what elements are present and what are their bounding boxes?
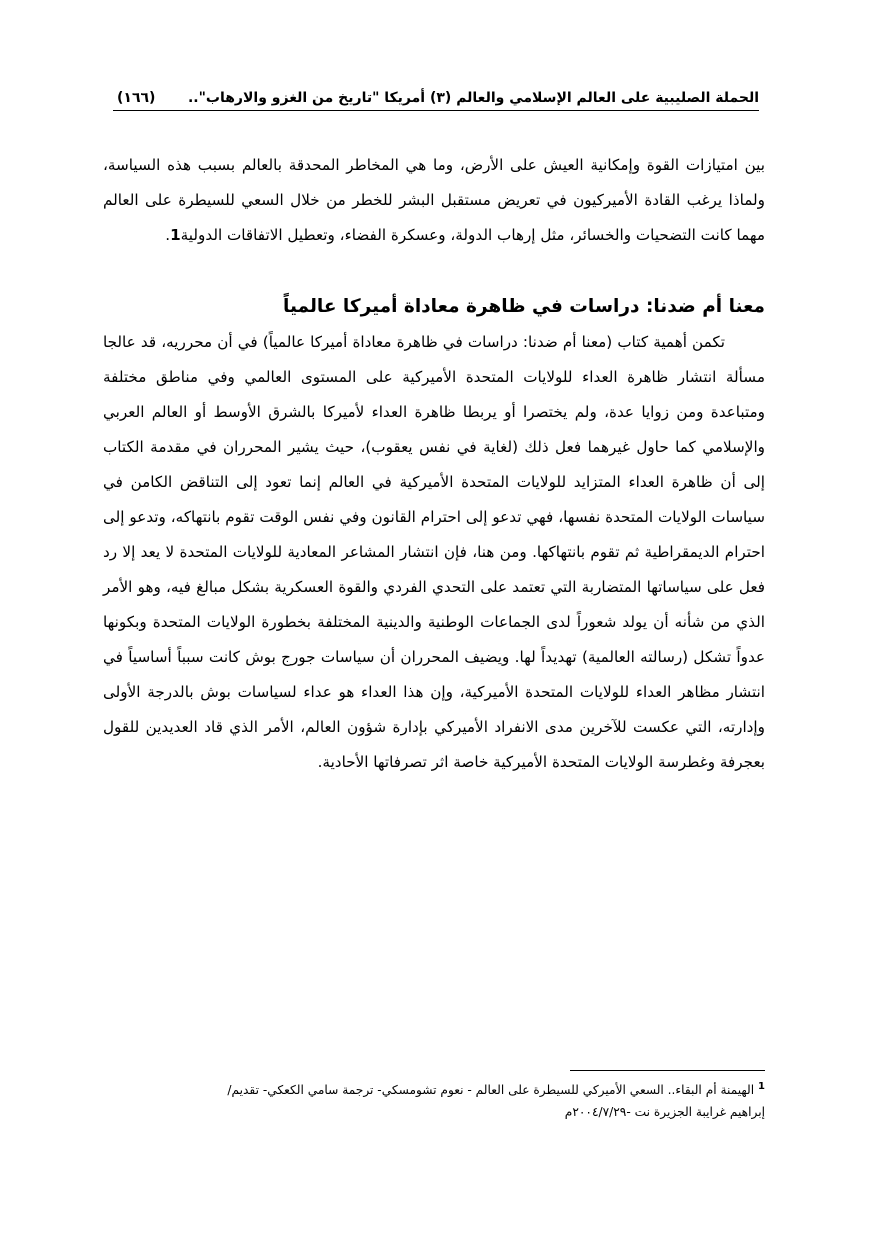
footnote-text-1: الهيمنة أم البقاء.. السعي الأميركي للسيطرة على العالم - نعوم تشومسكي- ترجمة سامي الكعكي- تقديم/ <box>227 1083 755 1098</box>
section-heading: معنا أم ضدنا: دراسات في ظاهرة معاداة أميركا عالمياً <box>283 296 765 317</box>
intro-period: . <box>165 226 171 244</box>
footnote-line-1 <box>103 1076 765 1101</box>
page-number: (١٦٦) <box>117 90 156 106</box>
footnote-divider <box>570 1070 765 1071</box>
header-title: الحملة الصليبية على العالم الإسلامي والعالم (٣) أمريكا "تاريخ من الغزو والارهاب".. <box>187 90 759 106</box>
body-text <box>103 148 765 780</box>
running-header <box>113 90 759 111</box>
intro-text: بين امتيازات القوة وإمكانية العيش على الأرض، وما هي المخاطر المحدقة بالعالم بسبب هذه السياسة، ولماذا يرغب القادة الأميركيون في تعريض مستقبل البشر للخطر من خلال السعي للسيطرة على العالم مهما كانت التضحيات والخسائر، مثل إرهاب الدولة، وعسكرة الفضاء، وتعطيل الاتفاقات الدولية <box>103 156 765 244</box>
intro-paragraph <box>103 148 765 253</box>
footnote-line-2: إبراهيم غرايبة الجزيرة نت -٢٠٠٤/٧/٢٩م <box>564 1105 765 1120</box>
footnote-marker: 1 <box>758 1081 765 1092</box>
footnote-reference: 1 <box>170 226 181 244</box>
section-paragraph: تكمن أهمية كتاب (معنا أم ضدنا: دراسات في ظاهرة معاداة أميركا عالمياً) في أن محرريه، قد عالجا مسألة انتشار ظاهرة العداء للولايات المتحدة الأميركية على المستوى العالمي وفي مناطق مختلفة ومتباعدة ومن زوايا عدة، ولم يختصرا أو يربطا ظاهرة العداء لأميركا بالشرق الأوسط أو العالم العربي والإسلامي كما حاول غيرهما فعل ذلك (لغاية في نفس يعقوب)، حيث يشير المحرران في مقدمة الكتاب إلى أن ظاهرة العداء المتزايد للولايات المتحدة الأميركية في العالم إنما تعود إلى التناقض الكامن في سياسات الولايات المتحدة نفسها، فهي تدعو إلى احترام القانون وفي نفس الوقت تقوم بانتهاكه، وتدعو إلى احترام الديمقراطية ثم تقوم بانتهاكها. ومن هنا، فإن انتشار المشاعر المعادية للولايات المتحدة لا يعد إلا رد فعل على سياساتها المتضاربة التي تعتمد على التحدي الفردي والقوة العسكرية بشكل مبالغ فيه، وهو الأمر الذي من شأنه أن يولد شعوراً لدى الجماعات الوطنية والدينية المختلفة بخطورة الولايات المتحدة وبكونها عدواً تشكل (رسالته العالمية) تهديداً لها. ويضيف المحرران أن سياسات جورج بوش كانت سبباً أساسياً في انتشار مظاهر العداء للولايات المتحدة الأميركية، وإن هذا العداء هو عداء لسياسات بوش بالدرجة الأولى وإدارته، التي عكست للآخرين مدى الانفراد الأميركي بإدارة شؤون العالم، الأمر الذي قاد العديدين للقول بعجرفة وغطرسة الولايات المتحدة الأميركية خاصة اثر تصرفاتها الأحادية. <box>103 333 765 771</box>
footnote <box>103 1076 765 1123</box>
